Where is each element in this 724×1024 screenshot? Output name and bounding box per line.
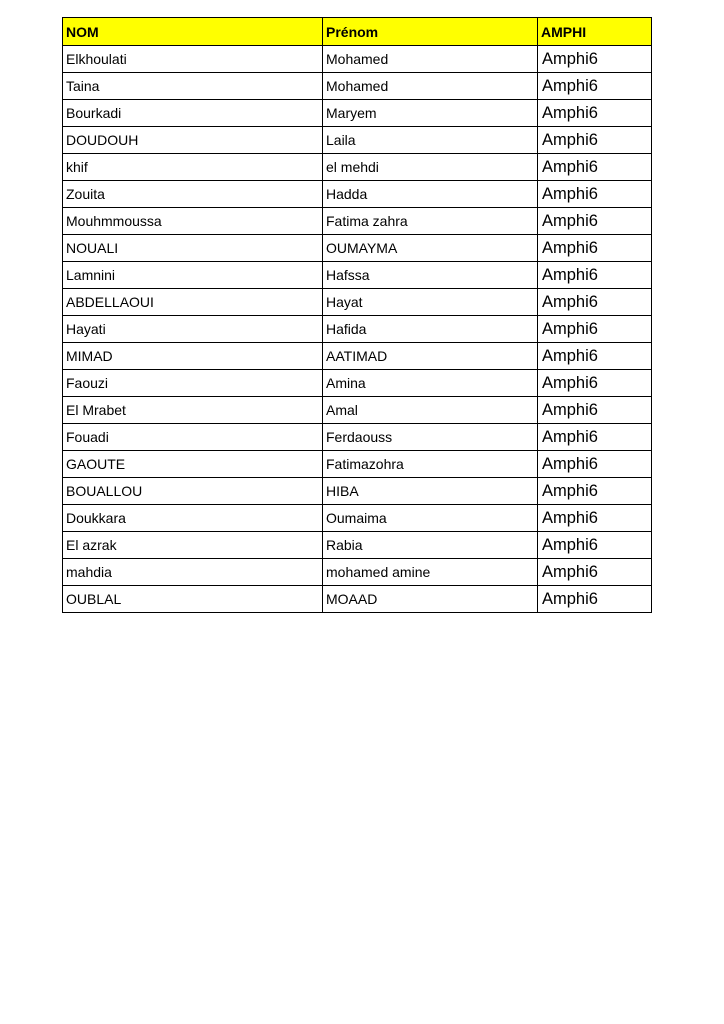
table-row [63, 316, 652, 343]
table-row [63, 235, 652, 262]
cell-amphi: Amphi6 [538, 397, 652, 424]
cell-nom: Elkhoulati [63, 46, 323, 73]
cell-prenom: Hafssa [323, 262, 538, 289]
cell-prenom: el mehdi [323, 154, 538, 181]
table-row [63, 208, 652, 235]
cell-prenom: Hadda [323, 181, 538, 208]
cell-nom: khif [63, 154, 323, 181]
cell-prenom: AATIMAD [323, 343, 538, 370]
cell-nom: Bourkadi [63, 100, 323, 127]
cell-prenom: Mohamed [323, 73, 538, 100]
cell-prenom: MOAAD [323, 586, 538, 613]
table-row [63, 289, 652, 316]
table-row [63, 424, 652, 451]
cell-nom: OUBLAL [63, 586, 323, 613]
table-row [63, 505, 652, 532]
student-roster-sheet [62, 17, 651, 613]
cell-nom: MIMAD [63, 343, 323, 370]
table-row [63, 397, 652, 424]
cell-amphi: Amphi6 [538, 46, 652, 73]
cell-prenom: Oumaima [323, 505, 538, 532]
column-header-nom: NOM [63, 18, 323, 46]
cell-amphi: Amphi6 [538, 289, 652, 316]
cell-prenom: Amina [323, 370, 538, 397]
student-roster-table [62, 17, 652, 613]
cell-nom: El azrak [63, 532, 323, 559]
cell-prenom: Fatima zahra [323, 208, 538, 235]
cell-prenom: HIBA [323, 478, 538, 505]
table-row [63, 559, 652, 586]
column-header-amphi: AMPHI [538, 18, 652, 46]
cell-prenom: Rabia [323, 532, 538, 559]
cell-amphi: Amphi6 [538, 532, 652, 559]
cell-amphi: Amphi6 [538, 208, 652, 235]
cell-nom: El Mrabet [63, 397, 323, 424]
cell-prenom: Fatimazohra [323, 451, 538, 478]
cell-amphi: Amphi6 [538, 586, 652, 613]
cell-nom: DOUDOUH [63, 127, 323, 154]
cell-nom: Mouhmmoussa [63, 208, 323, 235]
cell-nom: Lamnini [63, 262, 323, 289]
cell-amphi: Amphi6 [538, 262, 652, 289]
cell-amphi: Amphi6 [538, 316, 652, 343]
cell-nom: Doukkara [63, 505, 323, 532]
table-row [63, 127, 652, 154]
cell-nom: mahdia [63, 559, 323, 586]
table-row [63, 451, 652, 478]
cell-nom: NOUALI [63, 235, 323, 262]
cell-prenom: mohamed amine [323, 559, 538, 586]
table-row [63, 370, 652, 397]
table-row [63, 478, 652, 505]
cell-amphi: Amphi6 [538, 370, 652, 397]
cell-nom: Hayati [63, 316, 323, 343]
table-row [63, 154, 652, 181]
cell-nom: Zouita [63, 181, 323, 208]
cell-nom: Faouzi [63, 370, 323, 397]
cell-prenom: Hayat [323, 289, 538, 316]
cell-amphi: Amphi6 [538, 559, 652, 586]
cell-nom: ABDELLAOUI [63, 289, 323, 316]
cell-prenom: OUMAYMA [323, 235, 538, 262]
table-header [63, 18, 652, 46]
cell-amphi: Amphi6 [538, 451, 652, 478]
cell-nom: BOUALLOU [63, 478, 323, 505]
cell-prenom: Amal [323, 397, 538, 424]
header-row [63, 18, 652, 46]
cell-amphi: Amphi6 [538, 478, 652, 505]
table-row [63, 181, 652, 208]
cell-prenom: Laila [323, 127, 538, 154]
cell-amphi: Amphi6 [538, 181, 652, 208]
cell-prenom: Ferdaouss [323, 424, 538, 451]
cell-nom: GAOUTE [63, 451, 323, 478]
cell-nom: Taina [63, 73, 323, 100]
table-row [63, 343, 652, 370]
cell-prenom: Mohamed [323, 46, 538, 73]
cell-amphi: Amphi6 [538, 424, 652, 451]
cell-amphi: Amphi6 [538, 100, 652, 127]
table-row [63, 46, 652, 73]
table-body [63, 46, 652, 613]
table-row [63, 100, 652, 127]
cell-prenom: Hafida [323, 316, 538, 343]
cell-prenom: Maryem [323, 100, 538, 127]
table-row [63, 73, 652, 100]
cell-amphi: Amphi6 [538, 154, 652, 181]
cell-nom: Fouadi [63, 424, 323, 451]
table-row [63, 586, 652, 613]
cell-amphi: Amphi6 [538, 343, 652, 370]
cell-amphi: Amphi6 [538, 505, 652, 532]
cell-amphi: Amphi6 [538, 235, 652, 262]
column-header-prenom: Prénom [323, 18, 538, 46]
table-row [63, 532, 652, 559]
cell-amphi: Amphi6 [538, 73, 652, 100]
table-row [63, 262, 652, 289]
cell-amphi: Amphi6 [538, 127, 652, 154]
